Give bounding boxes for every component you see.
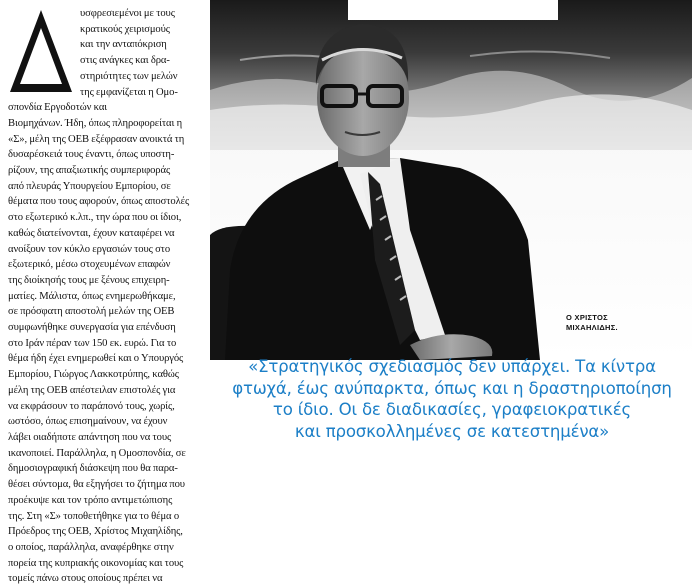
article-line: ρίζουν, της απαξιωτικής συμπεριφοράς bbox=[8, 165, 171, 177]
article-line: κρατικούς χειρισμούς bbox=[80, 23, 170, 35]
article-line: συμφωνήθηκε συνεργασία για επένδυση bbox=[8, 322, 176, 334]
article-line: υσφρεσιεμένοι με τους bbox=[80, 8, 175, 19]
article-line: στις ανάγκες και δρα- bbox=[80, 55, 170, 67]
article-line: στηριότητες των μελών bbox=[80, 70, 178, 82]
pull-quote-line: και προσκολλημένες σε κατεστημένα» bbox=[294, 421, 610, 441]
article-line: σε πρόσφατη αποστολή μελών της ΟΕΒ bbox=[8, 306, 175, 318]
article-line: να εκφράσουν το παράπονό τους, χωρίς, bbox=[8, 400, 175, 412]
article-line: ο οποίος, παράλληλα, αναφέρθηκε στην bbox=[8, 541, 174, 553]
article-line: Εμπορίου, Γιώργος Λακκοτρύπης, καθώς bbox=[8, 369, 179, 381]
article-line: πορεία της κυπριακής οικονομίας και τους bbox=[8, 557, 184, 569]
article-line: της εμφανίζεται η Ομο- bbox=[80, 86, 178, 98]
pull-quote bbox=[212, 356, 692, 450]
article-line: της διοίκησής τους με ξένους επιχειρη- bbox=[8, 274, 170, 286]
article-column bbox=[8, 6, 200, 585]
article-line: της. Στη «Σ» τοποθετήθηκε για το θέμα ο bbox=[8, 510, 180, 522]
portrait-photo bbox=[210, 0, 692, 360]
article-line: στο εξωτερικό κ.λπ., την ώρα που οι ίδιοι, bbox=[8, 212, 182, 224]
article-line: λάβει οιαδήποτε απάντηση που να τους bbox=[8, 431, 172, 443]
pull-quote-line: «Στρατηγικός σχεδιασμός δεν υπάρχει. Τα κίντρα bbox=[248, 357, 656, 376]
article-line: σπονδία Εργοδοτών και bbox=[8, 102, 108, 114]
caption-line: ΜΙΧΑΗΛΙΔΗΣ. bbox=[566, 323, 618, 332]
photo-caption bbox=[566, 313, 676, 333]
article-line: μέλη της ΟΕΒ απέστειλαν επιστολές για bbox=[8, 384, 176, 396]
article-line: θέματα που τους αφορούν, όπως αποστολές bbox=[8, 196, 190, 208]
article-line: ματίες. Μάλιστα, όπως ενημερωθήκαμε, bbox=[8, 290, 176, 302]
article-line: θέμα ήδη έχει ενημερωθεί και ο Υπουργός bbox=[8, 353, 184, 365]
article-line: εξωτερικό, μέσω στοχευμένων επαφών bbox=[8, 259, 171, 271]
article-line: τομείς πάνω στους οποίους πρέπει να bbox=[8, 573, 163, 585]
caption-line: Ο ΧΡΙΣΤΟΣ bbox=[566, 313, 608, 322]
article-line: δυσαρέσκειά τους έναντι, όπως υποστη- bbox=[8, 149, 175, 161]
article-line: «Σ», μέλη της ΟΕΒ εξέφρασαν ανοικτά τη bbox=[8, 133, 185, 145]
article-line: ικανοποιεί. Παράλληλα, η Ομοσπονδία, σε bbox=[8, 447, 186, 459]
article-line: από πλευράς Υπουργείου Εμπορίου, σε bbox=[8, 180, 171, 192]
article-line: στο Ιράν πέραν των 150 εκ. ευρώ. Για το bbox=[8, 337, 177, 349]
article-line: δημοσιογραφική διάσκεψη που θα παρα- bbox=[8, 463, 178, 475]
article-line: προέκυψε και τον τρόπο αντιμετώπισης bbox=[8, 494, 173, 506]
pull-quote-line: το ίδιο. Οι δε διαδικασίες, γραφειοκρατικές bbox=[272, 400, 632, 419]
article-line: Βιομηχάνων. Ήδη, όπως πληροφορείται η bbox=[8, 117, 183, 129]
article-line: θέσει σύντομα, θα εξηγήσει το ζήτημα που bbox=[8, 479, 185, 491]
pull-quote-line: φτωχά, έως ανύπαρκτα, όπως και η δραστηριοποίηση bbox=[232, 378, 672, 398]
article-line: καθώς διατείνονται, έχουν καταφέρει να bbox=[8, 227, 175, 239]
article-line: ανοίξουν τον κύκλο εργασιών τους στο bbox=[8, 243, 171, 255]
drop-cap-delta bbox=[8, 8, 74, 94]
article-line: ωστόσο, όπως επισημαίνουν, να έχουν bbox=[8, 416, 168, 428]
article-line: Πρόεδρος της ΟΕΒ, Χρίστος Μιχαηλίδης, bbox=[8, 526, 183, 538]
article-line: και την ανταπόκριση bbox=[80, 39, 167, 51]
